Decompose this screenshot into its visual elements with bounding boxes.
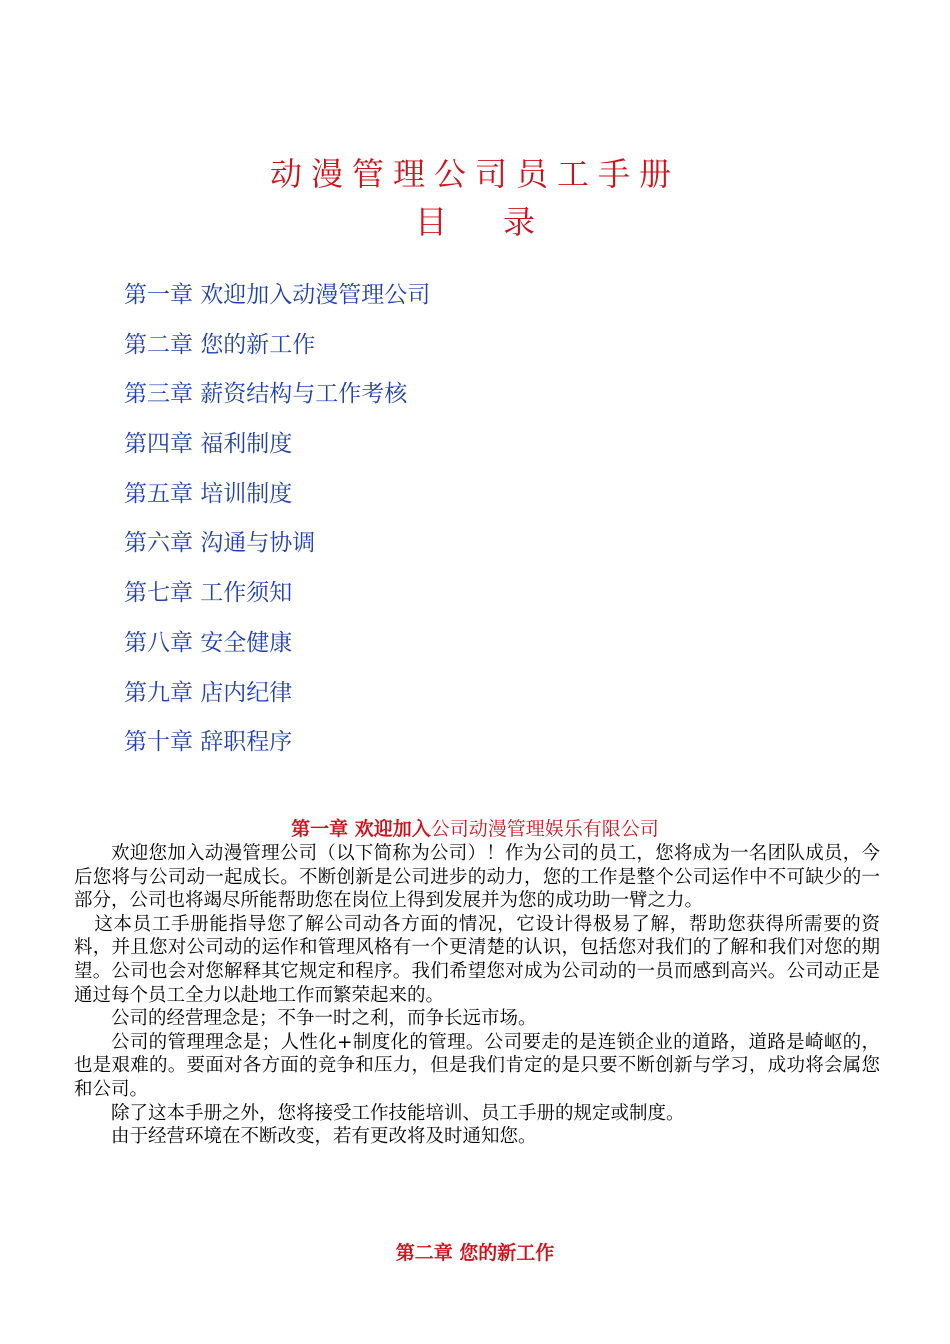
chapter1-title-bold: 第一章 欢迎加入 xyxy=(291,818,431,840)
toc-item[interactable]: 第七章 工作须知 xyxy=(124,580,293,607)
toc-item[interactable]: 第八章 安全健康 xyxy=(124,629,293,656)
toc-heading-right: 录 xyxy=(503,203,536,241)
toc-item[interactable]: 第一章 欢迎加入动漫管理公司 xyxy=(124,282,431,308)
toc-heading xyxy=(0,198,950,246)
toc-item[interactable]: 第三章 薪资结构与工作考核 xyxy=(124,381,408,408)
chapter1-title-rest: 公司动漫管理娱乐有限公司 xyxy=(430,818,659,840)
toc-item[interactable]: 第二章 您的新工作 xyxy=(124,331,316,358)
toc-heading-left: 目 xyxy=(414,203,447,241)
chapter1-paragraph: 由于经营环境在不断改变，若有更改将及时通知您。 xyxy=(111,1126,537,1148)
toc-item[interactable]: 第五章 培训制度 xyxy=(124,480,293,507)
toc-item[interactable]: 第九章 店内纪律 xyxy=(124,679,293,706)
chapter1-paragraph: 公司的经营理念是；不争一时之利，而争长远市场。 xyxy=(111,1008,537,1030)
chapter1-paragraph: 欢迎您加入动漫管理公司（以下简称为公司）！作为公司的员工，您将成为一名团队成员，今后您将与公司动一起成长。不断创新是公司进步的动力，您的工作是整个公司运作中不可缺少的一部分，公司也将竭尽所能帮助您在岗位上得到发展并为您的成功助一臂之力。 xyxy=(74,843,880,912)
chapter1-paragraph: 公司的管理理念是；人性化+制度化的管理。公司要走的是连锁企业的道路，道路是崎岖的，也是艰难的。要面对各方面的竞争和压力，但是我们肯定的是只要不断创新与学习，成功将会属您和公司。 xyxy=(74,1031,880,1100)
chapter1-title xyxy=(0,816,950,842)
chapter1-body xyxy=(74,842,880,1149)
document-title: 动漫管理公司员工手册 xyxy=(269,155,680,193)
toc-item[interactable]: 第六章 沟通与协调 xyxy=(124,530,316,557)
chapter2-title: 第二章 您的新工作 xyxy=(395,1242,555,1264)
toc-item[interactable]: 第十章 辞职程序 xyxy=(124,729,293,756)
chapter1-paragraph: 除了这本手册之外，您将接受工作技能培训、员工手册的规定或制度。 xyxy=(111,1102,685,1124)
toc-item[interactable]: 第四章 福利制度 xyxy=(124,431,293,458)
table-of-contents xyxy=(124,278,430,775)
chapter1-paragraph: 这本员工手册能指导您了解公司动各方面的情况，它设计得极易了解，帮助您获得所需要的资料，并且您对公司动的运作和管理风格有一个更清楚的认识，包括您对我们的了解和我们对您的期望。公司也会对您解释其它规定和程序。我们希望您对成为公司动的一员而感到高兴。公司动正是通过每个员工全力以赴地工作而繁荣起来的。 xyxy=(74,913,880,1006)
